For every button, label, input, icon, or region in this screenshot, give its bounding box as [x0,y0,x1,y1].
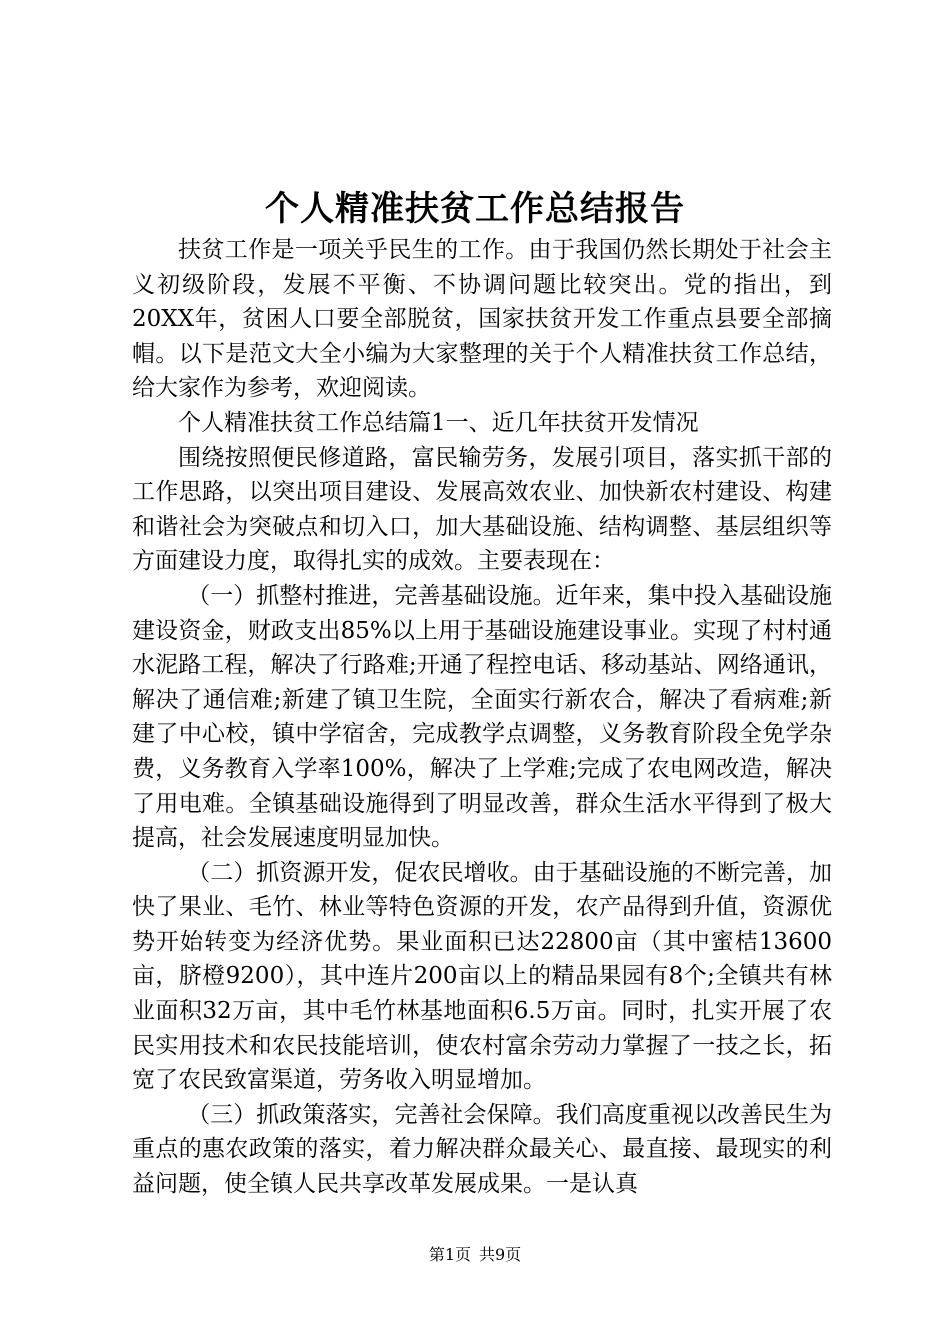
paragraph-intro: 扶贫工作是一项关乎民生的工作。由于我国仍然长期处于社会主义初级阶段，发展不平衡、不协调问题比较突出。党的指出，到20XX年，贫困人口要全部脱贫，国家扶贫开发工作重点县要全部摘帽。以下是范文大全小编为大家整理的关于个人精准扶贫工作总结，给大家作为参考，欢迎阅读。 [132,237,832,402]
document-title: 个人精准扶贫工作总结报告 [265,189,685,229]
paragraph-section-heading: 个人精准扶贫工作总结篇1一、近几年扶贫开发情况 [178,409,699,436]
paragraph-infrastructure: （一）抓整村推进，完善基础设施。近年来，集中投入基础设施建设资金，财政支出85%以上用于基础设施建设事业。实现了村村通水泥路工程，解决了行路难;开通了程控电话、移动基站、网络通讯，解决了通信难;新建了镇卫生院，全面实行新农合，解决了看病难;新建了中心校，镇中学宿舍，完成教学点调整，义务教育阶段全免学杂费，义务教育入学率100%，解决了上学难;完成了农电网改造，解决了用电难。全镇基础设施得到了明显改善，群众生活水平得到了极大提高，社会发展速度明显加快。 [132,582,832,852]
paragraph-resources: （二）抓资源开发，促农民增收。由于基础设施的不断完善，加快了果业、毛竹、林业等特色资源的开发，农产品得到升值，资源优势开始转变为经济优势。果业面积已达22800亩（其中蜜桔13600亩，脐橙9200），其中连片200亩以上的精品果园有8个;全镇共有林业面积32万亩，其中毛竹林基地面积6.5万亩。同时，扎实开展了农民实用技术和农民技能培训，使农村富余劳动力掌握了一技之长，拓宽了农民致富渠道，劳务收入明显增加。 [132,859,832,1094]
page-number: 第1页 [428,1245,471,1264]
paragraph-overview: 围绕按照便民修道路，富民输劳务，发展引项目，落实抓干部的工作思路，以突出项目建设、发展高效农业、加快新农村建设、构建和谐社会为突破点和切入口，加大基础设施、结构调整、基层组织等方面建设力度，取得扎实的成效。主要表现在： [132,444,832,575]
page-footer [0,1244,950,1266]
document-body [132,233,832,1202]
paragraph-policy: （三）抓政策落实，完善社会保障。我们高度重视以改善民生为重点的惠农政策的落实，着力解决群众最关心、最直接、最现实的利益问题，使全镇人民共享改革发展成果。一是认真 [132,1101,832,1198]
page-total: 共9页 [479,1245,522,1264]
